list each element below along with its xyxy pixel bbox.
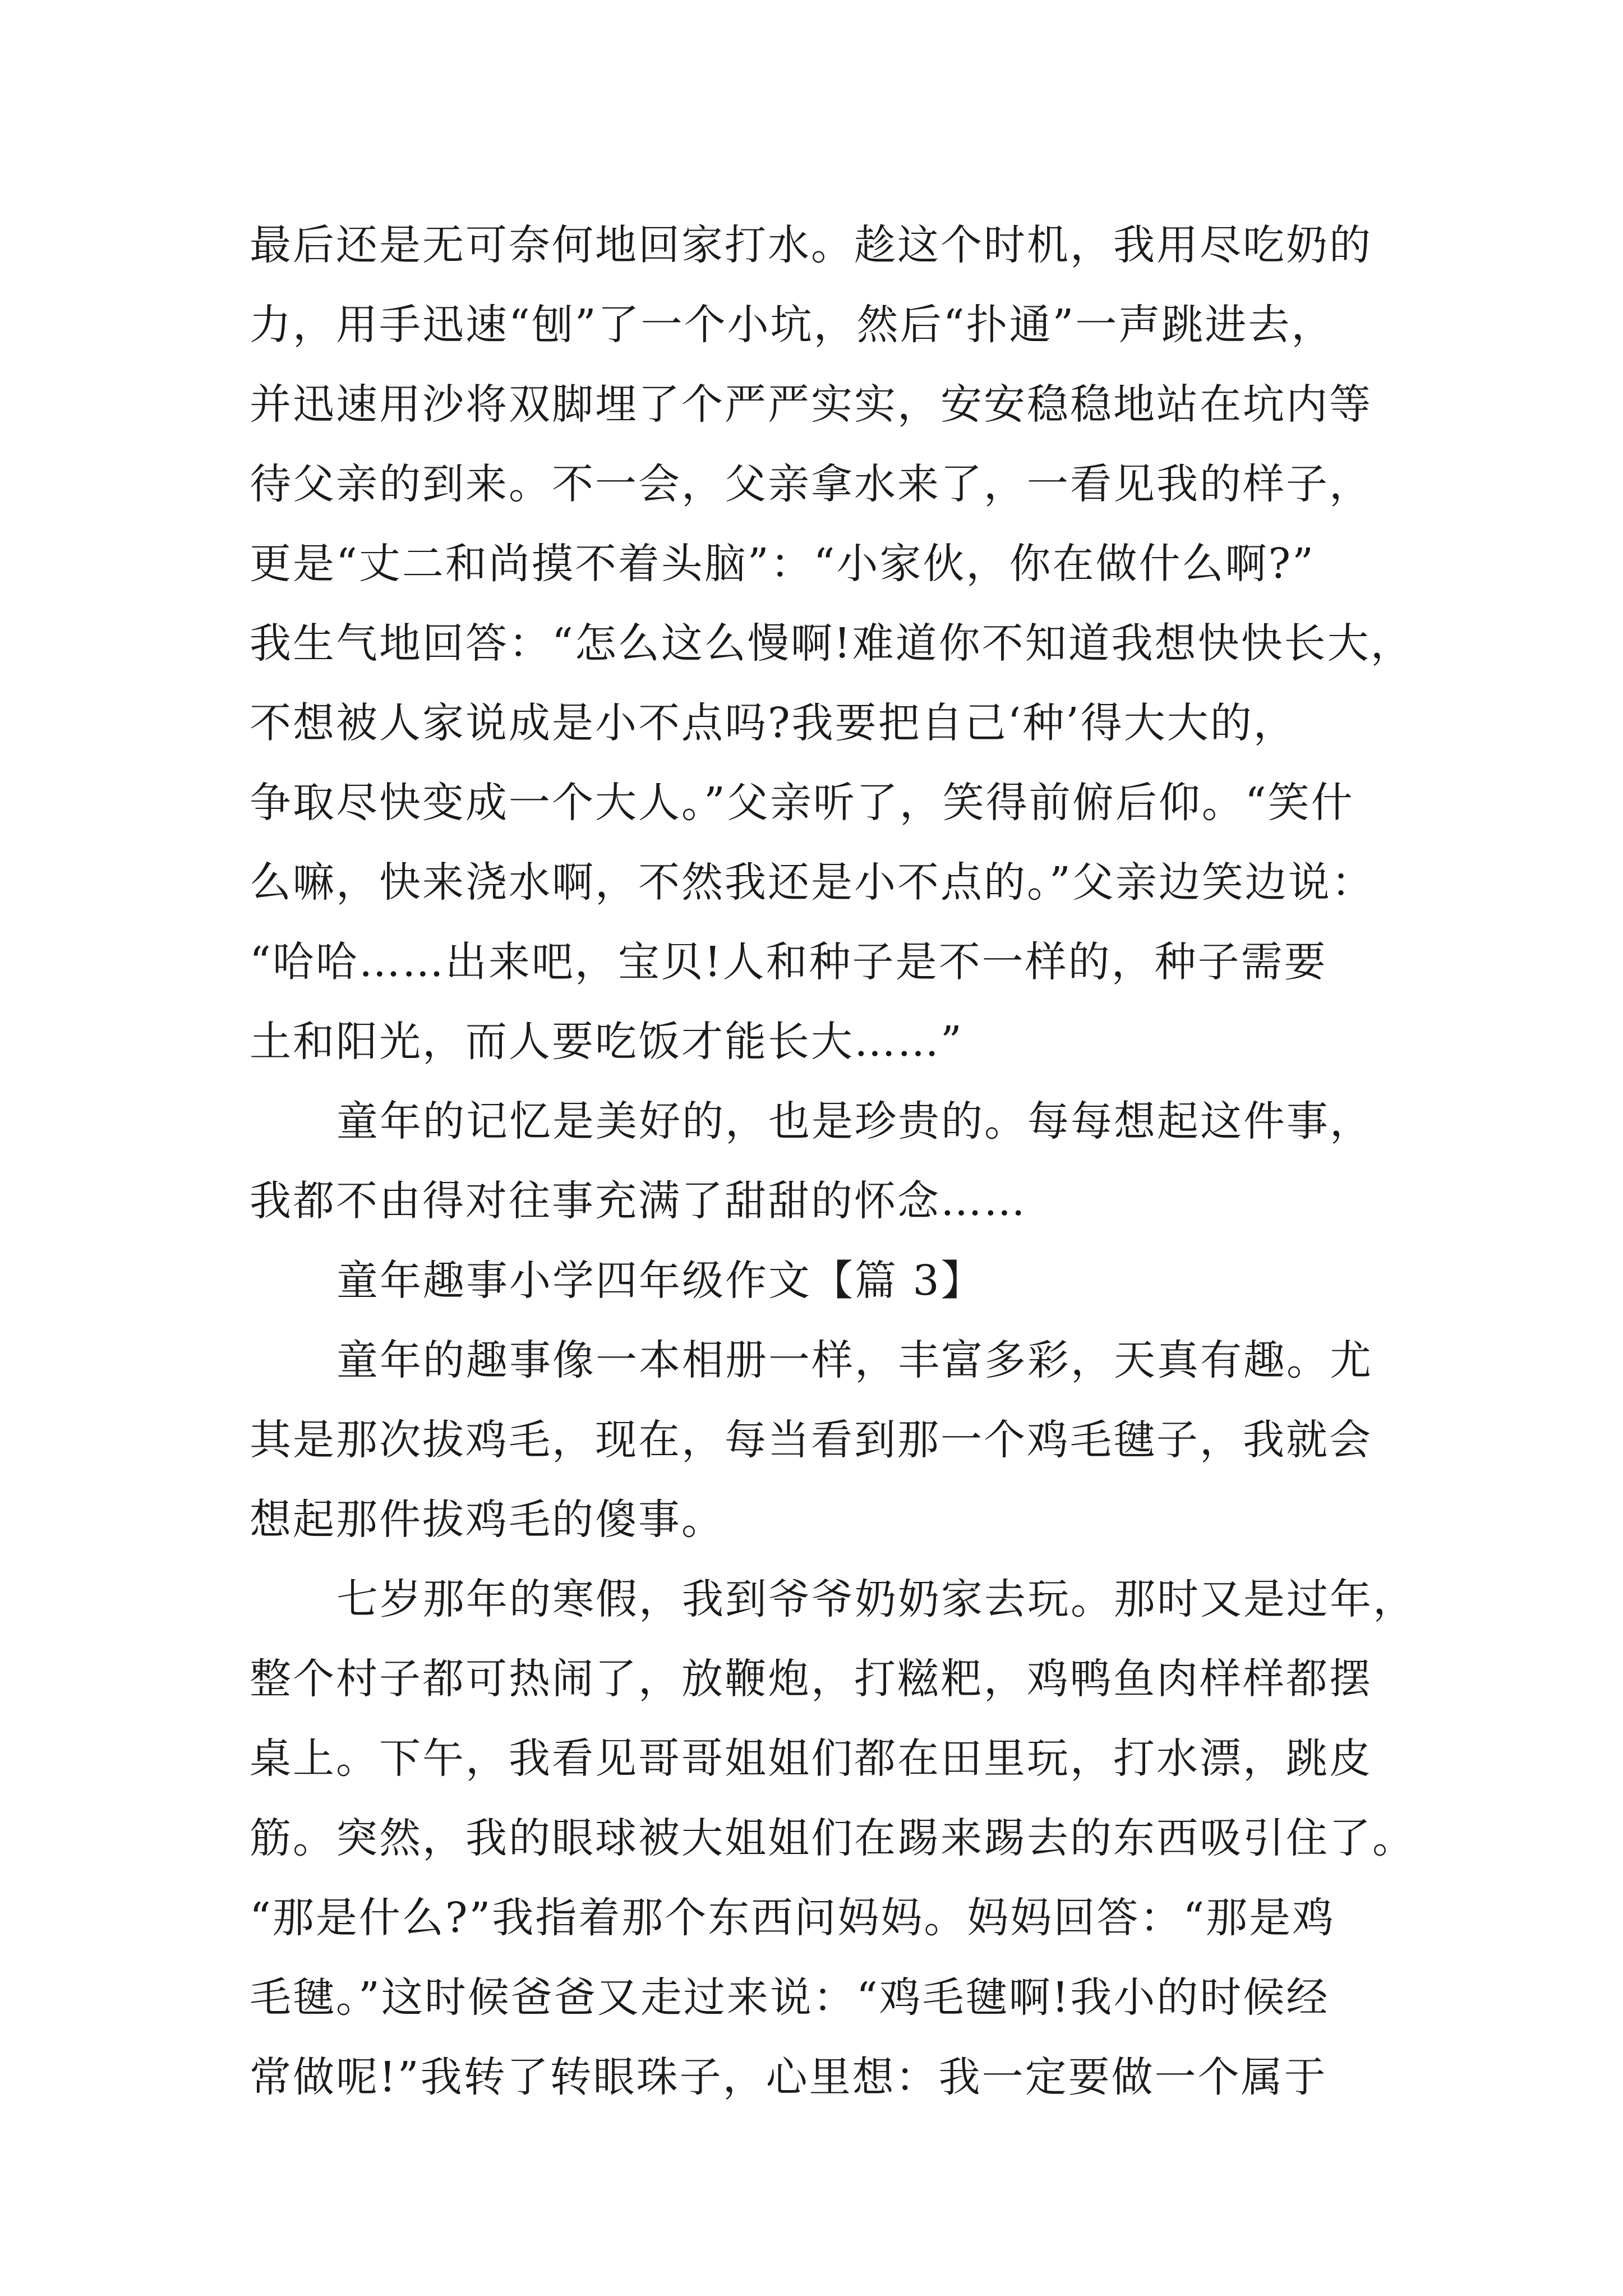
text-line: 力，用手迅速“刨”了一个小坑，然后“扑通”一声跳进去，	[250, 301, 1335, 349]
text-line: 整个村子都可热闹了，放鞭炮，打糍粑，鸡鸭鱼肉样样都摆	[250, 1655, 1372, 1703]
text-line: 待父亲的到来。不一会，父亲拿水来了，一看见我的样子，	[250, 460, 1372, 508]
text-line: 其是那次拔鸡毛，现在，每当看到那一个鸡毛毽子，我就会	[250, 1416, 1372, 1464]
paragraph-first-line: 童年的趣事像一本相册一样，丰富多彩，天真有趣。尤	[336, 1336, 1373, 1384]
text-line: “哈哈……出来吧，宝贝!人和种子是不一样的，种子需要	[250, 938, 1327, 986]
text-line: 我生气地回答：“怎么这么慢啊!难道你不知道我想快快长大，	[250, 619, 1414, 668]
text-line: 土和阳光，而人要吃饭才能长大……”	[250, 1018, 963, 1066]
paragraph-first-line: 七岁那年的寒假，我到爷爷奶奶家去玩。那时又是过年，	[336, 1575, 1416, 1623]
text-line: 最后还是无可奈何地回家打水。趁这个时机，我用尽吃奶的	[250, 221, 1372, 269]
text-line: 毛毽。”这时候爸爸又走过来说：“鸡毛毽啊!我小的时候经	[250, 1973, 1330, 2022]
text-line: 争取尽快变成一个大人。”父亲听了，笑得前俯后仰。“笑什	[250, 779, 1354, 827]
text-line: 么嘛，快来浇水啊，不然我还是小不点的。”父亲边笑边说：	[250, 858, 1375, 907]
text-line: 我都不由得对往事充满了甜甜的怀念……	[250, 1177, 1027, 1225]
paragraph-first-line: 童年的记忆是美好的，也是珍贵的。每每想起这件事，	[336, 1097, 1373, 1145]
text-line: “那是什么?”我指着那个东西问妈妈。妈妈回答：“那是鸡	[250, 1894, 1336, 1942]
text-line: 想起那件拔鸡毛的傻事。	[250, 1496, 725, 1544]
text-line: 常做呢!”我转了转眼珠子，心里想：我一定要做一个属于	[250, 2053, 1327, 2101]
text-line: 更是“丈二和尚摸不着头脑”：“小家伙，你在做什么啊?”	[250, 540, 1315, 588]
text-line: 并迅速用沙将双脚埋了个严严实实，安安稳稳地站在坑内等	[250, 380, 1372, 429]
section-heading: 童年趣事小学四年级作文【篇 3】	[336, 1257, 984, 1305]
text-line: 筋。突然，我的眼球被大姐姐们在踢来踢去的东西吸引住了。	[250, 1814, 1415, 1862]
text-line: 不想被人家说成是小不点吗?我要把自己‘种’得大大的，	[250, 699, 1297, 747]
text-line: 桌上。下午，我看见哥哥姐姐们都在田里玩，打水漂，跳皮	[250, 1734, 1372, 1783]
